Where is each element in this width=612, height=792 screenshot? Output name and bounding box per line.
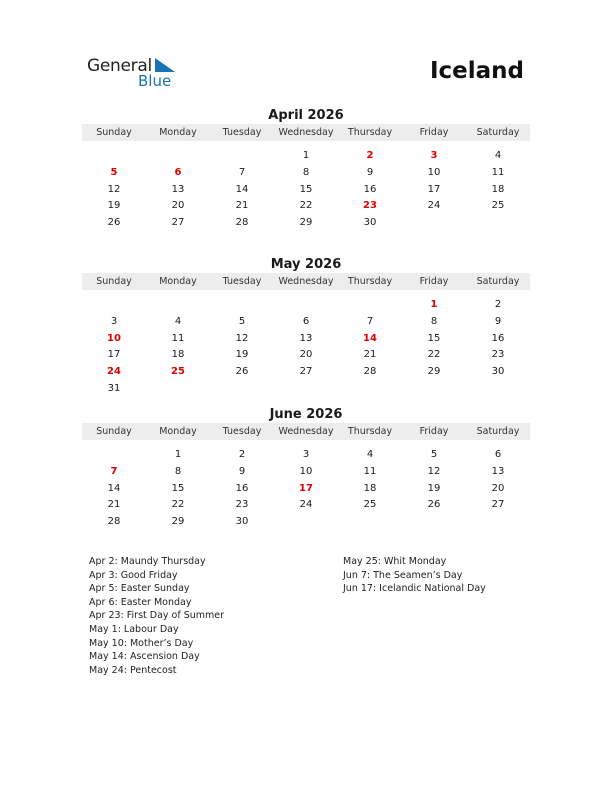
day-cell: 12 [235, 332, 249, 344]
weekday-header: Wednesday [274, 124, 338, 141]
day-cell: 22 [171, 499, 185, 511]
day-cell: 20 [299, 349, 313, 361]
weekday-header: Monday [146, 124, 210, 141]
day-cell: 15 [299, 183, 313, 195]
day-cell: 30 [235, 516, 249, 528]
month-title: June 2026 [269, 407, 343, 422]
weekday-header: Tuesday [210, 273, 274, 290]
month-april [82, 107, 530, 232]
day-cell: 1 [302, 150, 310, 161]
empty-day-cell [274, 297, 338, 314]
day-cell: 7 [238, 166, 246, 178]
holiday-entry: May 14: Ascension Day [89, 651, 200, 663]
weekday-header: Sunday [82, 124, 146, 141]
day-cell: 22 [427, 349, 441, 361]
holiday-entry: Apr 3: Good Friday [89, 569, 178, 581]
day-cell: 19 [107, 200, 121, 212]
day-cell: 24 [299, 499, 313, 511]
day-cell: 29 [427, 366, 441, 378]
holiday-day-cell: 5 [110, 166, 118, 178]
day-cell: 15 [171, 482, 185, 494]
holiday-list-left [89, 555, 224, 677]
logo-general-text: General [87, 56, 152, 76]
calendar-grid [82, 273, 530, 398]
day-cell: 9 [238, 465, 246, 477]
calendar-grid [82, 423, 530, 531]
day-cell: 4 [494, 150, 502, 161]
day-cell: 31 [107, 382, 121, 394]
day-cell: 23 [235, 499, 249, 511]
month-june [82, 406, 530, 531]
day-cell: 13 [171, 183, 185, 195]
day-cell: 18 [363, 482, 377, 494]
empty-day-cell [82, 447, 146, 464]
weekday-header: Sunday [82, 273, 146, 290]
holiday-day-cell: 14 [363, 332, 377, 344]
day-cell: 15 [427, 332, 441, 344]
empty-day-cell [274, 514, 338, 531]
weekday-header: Saturday [466, 273, 530, 290]
day-cell: 20 [491, 482, 505, 494]
holiday-day-cell: 25 [171, 366, 185, 378]
empty-day-cell [274, 381, 338, 398]
day-cell: 16 [363, 183, 377, 195]
holiday-day-cell: 17 [299, 482, 313, 494]
weekday-header: Saturday [466, 423, 530, 440]
day-cell: 18 [171, 349, 185, 361]
day-cell: 4 [366, 449, 374, 460]
empty-day-cell [466, 381, 530, 398]
header-spacer [82, 440, 530, 447]
weekday-header: Monday [146, 423, 210, 440]
generalblue-logo [87, 56, 187, 92]
day-cell: 3 [110, 315, 118, 327]
holiday-day-cell: 6 [174, 166, 182, 178]
day-cell: 2 [238, 449, 246, 460]
calendar-grid [82, 124, 530, 232]
day-cell: 13 [491, 465, 505, 477]
day-cell: 28 [107, 516, 121, 528]
empty-day-cell [466, 514, 530, 531]
day-cell: 26 [107, 217, 121, 229]
day-cell: 18 [491, 183, 505, 195]
day-cell: 11 [491, 166, 505, 178]
country-title: Iceland [429, 58, 524, 84]
day-cell: 7 [366, 315, 374, 327]
holiday-day-cell: 3 [430, 150, 438, 161]
day-cell: 5 [430, 449, 438, 460]
day-cell: 25 [363, 499, 377, 511]
day-cell: 23 [491, 349, 505, 361]
empty-day-cell [338, 297, 402, 314]
holiday-entry: May 25: Whit Monday [343, 556, 447, 567]
day-cell: 21 [363, 349, 377, 361]
day-cell: 16 [235, 482, 249, 494]
empty-day-cell [146, 297, 210, 314]
holiday-entry: Apr 2: Maundy Thursday [89, 556, 206, 567]
weekday-header: Thursday [338, 124, 402, 141]
day-cell: 3 [302, 449, 310, 460]
holiday-entry: Apr 6: Easter Monday [89, 596, 192, 608]
day-cell: 2 [494, 299, 502, 310]
day-cell: 27 [299, 366, 313, 378]
day-cell: 30 [363, 217, 377, 229]
day-cell: 12 [427, 465, 441, 477]
day-cell: 6 [494, 449, 502, 460]
month-title: May 2026 [270, 257, 342, 272]
day-cell: 20 [171, 200, 185, 212]
month-title: April 2026 [268, 108, 344, 123]
day-cell: 14 [107, 482, 121, 494]
day-cell: 21 [107, 499, 121, 511]
empty-day-cell [402, 514, 466, 531]
empty-day-cell [402, 215, 466, 232]
holiday-entry: Apr 5: Easter Sunday [89, 583, 190, 595]
weekday-header: Friday [402, 273, 466, 290]
weekday-header: Tuesday [210, 423, 274, 440]
holiday-day-cell: 23 [363, 200, 377, 212]
weekday-header: Monday [146, 273, 210, 290]
day-cell: 26 [235, 366, 249, 378]
weekday-header: Wednesday [274, 423, 338, 440]
day-cell: 8 [430, 315, 438, 327]
empty-day-cell [82, 148, 146, 165]
day-cell: 9 [366, 166, 374, 178]
holiday-day-cell: 24 [107, 366, 121, 378]
holiday-day-cell: 7 [110, 465, 118, 477]
day-cell: 28 [235, 217, 249, 229]
weekday-header: Thursday [338, 423, 402, 440]
day-cell: 17 [427, 183, 441, 195]
empty-day-cell [146, 381, 210, 398]
day-cell: 1 [174, 449, 182, 460]
logo-triangle-icon [155, 58, 175, 72]
weekday-header: Thursday [338, 273, 402, 290]
day-cell: 11 [171, 332, 185, 344]
day-cell: 6 [302, 315, 310, 327]
holiday-entry: Jun 17: Icelandic National Day [343, 583, 486, 595]
day-cell: 26 [427, 499, 441, 511]
day-cell: 13 [299, 332, 313, 344]
weekday-header: Friday [402, 124, 466, 141]
day-cell: 9 [494, 315, 502, 327]
holiday-entry: May 24: Pentecost [89, 664, 177, 676]
holiday-day-cell: 2 [366, 150, 374, 161]
day-cell: 19 [427, 482, 441, 494]
day-cell: 27 [171, 217, 185, 229]
holiday-day-cell: 1 [430, 299, 438, 310]
holiday-entry: Jun 7: The Seamen’s Day [343, 569, 463, 581]
day-cell: 28 [363, 366, 377, 378]
day-cell: 27 [491, 499, 505, 511]
weekday-header: Wednesday [274, 273, 338, 290]
day-cell: 12 [107, 183, 121, 195]
weekday-header: Saturday [466, 124, 530, 141]
day-cell: 25 [491, 200, 505, 212]
day-cell: 4 [174, 315, 182, 327]
holiday-day-cell: 10 [107, 332, 121, 344]
weekday-header: Tuesday [210, 124, 274, 141]
empty-day-cell [82, 297, 146, 314]
logo-blue-text: Blue [138, 72, 172, 90]
day-cell: 30 [491, 366, 505, 378]
empty-day-cell [402, 381, 466, 398]
day-cell: 29 [171, 516, 185, 528]
day-cell: 24 [427, 200, 441, 212]
empty-day-cell [466, 215, 530, 232]
empty-day-cell [210, 148, 274, 165]
day-cell: 5 [238, 315, 246, 327]
day-cell: 11 [363, 465, 377, 477]
empty-day-cell [146, 148, 210, 165]
day-cell: 29 [299, 217, 313, 229]
empty-day-cell [210, 297, 274, 314]
header-spacer [82, 141, 530, 148]
day-cell: 17 [107, 349, 121, 361]
day-cell: 8 [174, 465, 182, 477]
holiday-list-right [343, 555, 486, 596]
holiday-entry: May 10: Mother’s Day [89, 637, 194, 649]
weekday-header: Friday [402, 423, 466, 440]
day-cell: 21 [235, 200, 249, 212]
holiday-entry: Apr 23: First Day of Summer [89, 610, 225, 622]
weekday-header: Sunday [82, 423, 146, 440]
month-may [82, 256, 530, 398]
day-cell: 16 [491, 332, 505, 344]
day-cell: 8 [302, 166, 310, 178]
empty-day-cell [338, 514, 402, 531]
day-cell: 10 [427, 166, 441, 178]
day-cell: 14 [235, 183, 249, 195]
day-cell: 10 [299, 465, 313, 477]
holiday-entry: May 1: Labour Day [89, 623, 179, 635]
empty-day-cell [338, 381, 402, 398]
empty-day-cell [210, 381, 274, 398]
header-spacer [82, 290, 530, 297]
day-cell: 19 [235, 349, 249, 361]
day-cell: 22 [299, 200, 313, 212]
